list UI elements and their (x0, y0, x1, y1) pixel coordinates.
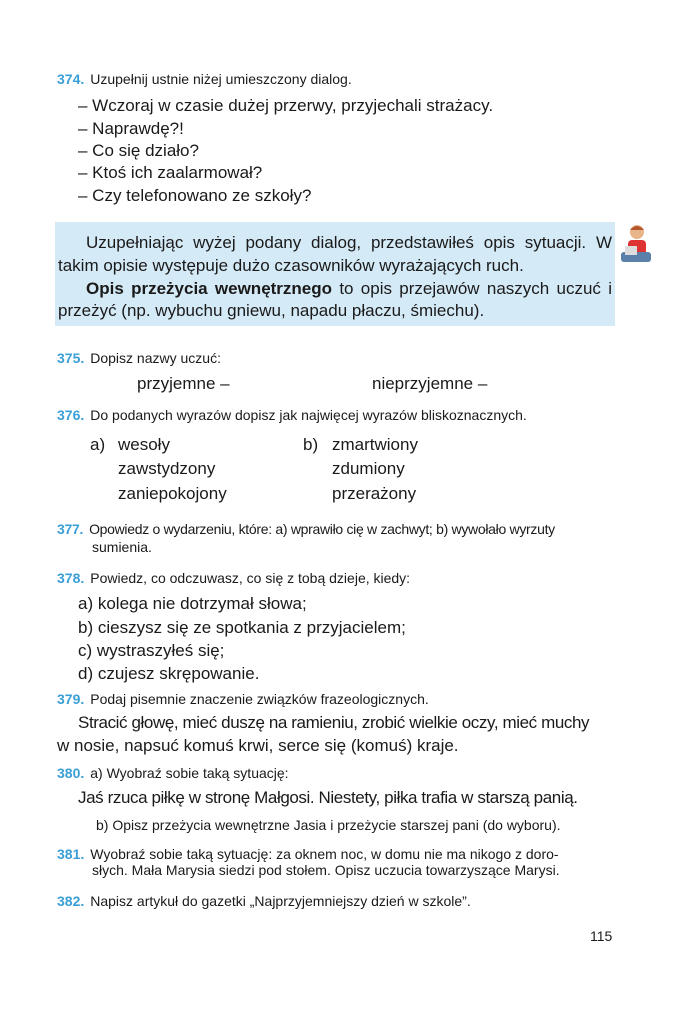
exercise-377-cont: sumienia. (92, 539, 152, 555)
phrases-line: w nosie, napsuć komuś krwi, serce się (komuś) kraje. (57, 736, 459, 755)
word: zaniepokojony (118, 484, 227, 503)
exercise-374-title: 374. Uzupełnij ustnie niżej umieszczony dialog. (57, 71, 352, 87)
exercise-382: 382. Napisz artykuł do gazetki „Najprzyjemniejszy dzień w szkole”. (57, 893, 471, 909)
exercise-377: 377. Opowiedz o wydarzeniu, które: a) wprawiło cię w zachwyt; b) wywołało wyrzuty (57, 521, 555, 537)
dialog-line: – Naprawdę?! (78, 119, 184, 138)
info-paragraph-2b: przeżyć (np. wybuchu gniewu, napadu płaczu, śmiechu). (58, 301, 485, 320)
unpleasant-label: nieprzyjemne – (372, 374, 488, 393)
list-a-label: a) (90, 435, 106, 454)
word: wesoły (118, 435, 170, 454)
word: przerażony (332, 484, 417, 503)
list-item: b) cieszysz się ze spotkania z przyjacielem; (78, 618, 406, 637)
exercise-381-cont: słych. Mała Marysia siedzi pod stołem. Opisz uczucia towarzyszące Marysi. (92, 862, 560, 878)
word: zdumiony (332, 459, 405, 478)
exercise-380-b: b) Opisz przeżycia wewnętrzne Jasia i przeżycie starszej pani (do wyboru). (96, 817, 561, 833)
scene-text: Jaś rzuca piłkę w stronę Małgosi. Niestety, piłka trafia w starszą panią. (78, 788, 578, 807)
exercise-380-a: 380. a) Wyobraź sobie taką sytuację: (57, 765, 289, 781)
dialog-line: – Czy telefonowano ze szkoły? (78, 186, 312, 205)
exercise-376-title: 376. Do podanych wyrazów dopisz jak najwięcej wyrazów bliskoznacznych. (57, 407, 527, 423)
dialog-line: – Ktoś ich zaalarmował? (78, 163, 263, 182)
list-item: a) kolega nie dotrzymał słowa; (78, 594, 307, 613)
dialog-line: – Wczoraj w czasie dużej przerwy, przyjechali strażacy. (78, 96, 494, 115)
info-paragraph-1b: takim opisie występuje dużo czasowników wyrażających ruch. (58, 256, 524, 275)
exercise-375-title: 375. Dopisz nazwy uczuć: (57, 350, 221, 366)
list-item: d) czujesz skrępowanie. (78, 664, 260, 683)
definition-term: Opis przeżycia wewnętrznego (86, 279, 333, 298)
exercise-381: 381. Wyobraź sobie taką sytuację: za oknem noc, w domu nie ma nikogo z doro- (57, 846, 559, 862)
dialog-line: – Co się działo? (78, 141, 199, 160)
word: zmartwiony (332, 435, 418, 454)
list-b-label: b) (303, 435, 319, 454)
info-paragraph-1a: Uzupełniając wyżej podany dialog, przedstawiłeś opis sytuacji. W (86, 233, 612, 252)
page-number: 115 (590, 928, 613, 944)
phrases-line: Stracić głowę, mieć duszę na ramieniu, zrobić wielkie oczy, mieć muchy (78, 713, 590, 732)
pleasant-label: przyjemne – (137, 374, 230, 393)
boy-illustration-icon (617, 222, 657, 270)
info-paragraph-2a: Opis przeżycia wewnętrznego to opis przejawów naszych uczuć i (86, 279, 612, 298)
word: zawstydzony (118, 459, 216, 478)
list-item: c) wystraszyłeś się; (78, 641, 225, 660)
exercise-379-title: 379. Podaj pisemnie znaczenie związków frazeologicznych. (57, 691, 429, 707)
exercise-378-title: 378. Powiedz, co odczuwasz, co się z tobą dzieje, kiedy: (57, 570, 411, 586)
